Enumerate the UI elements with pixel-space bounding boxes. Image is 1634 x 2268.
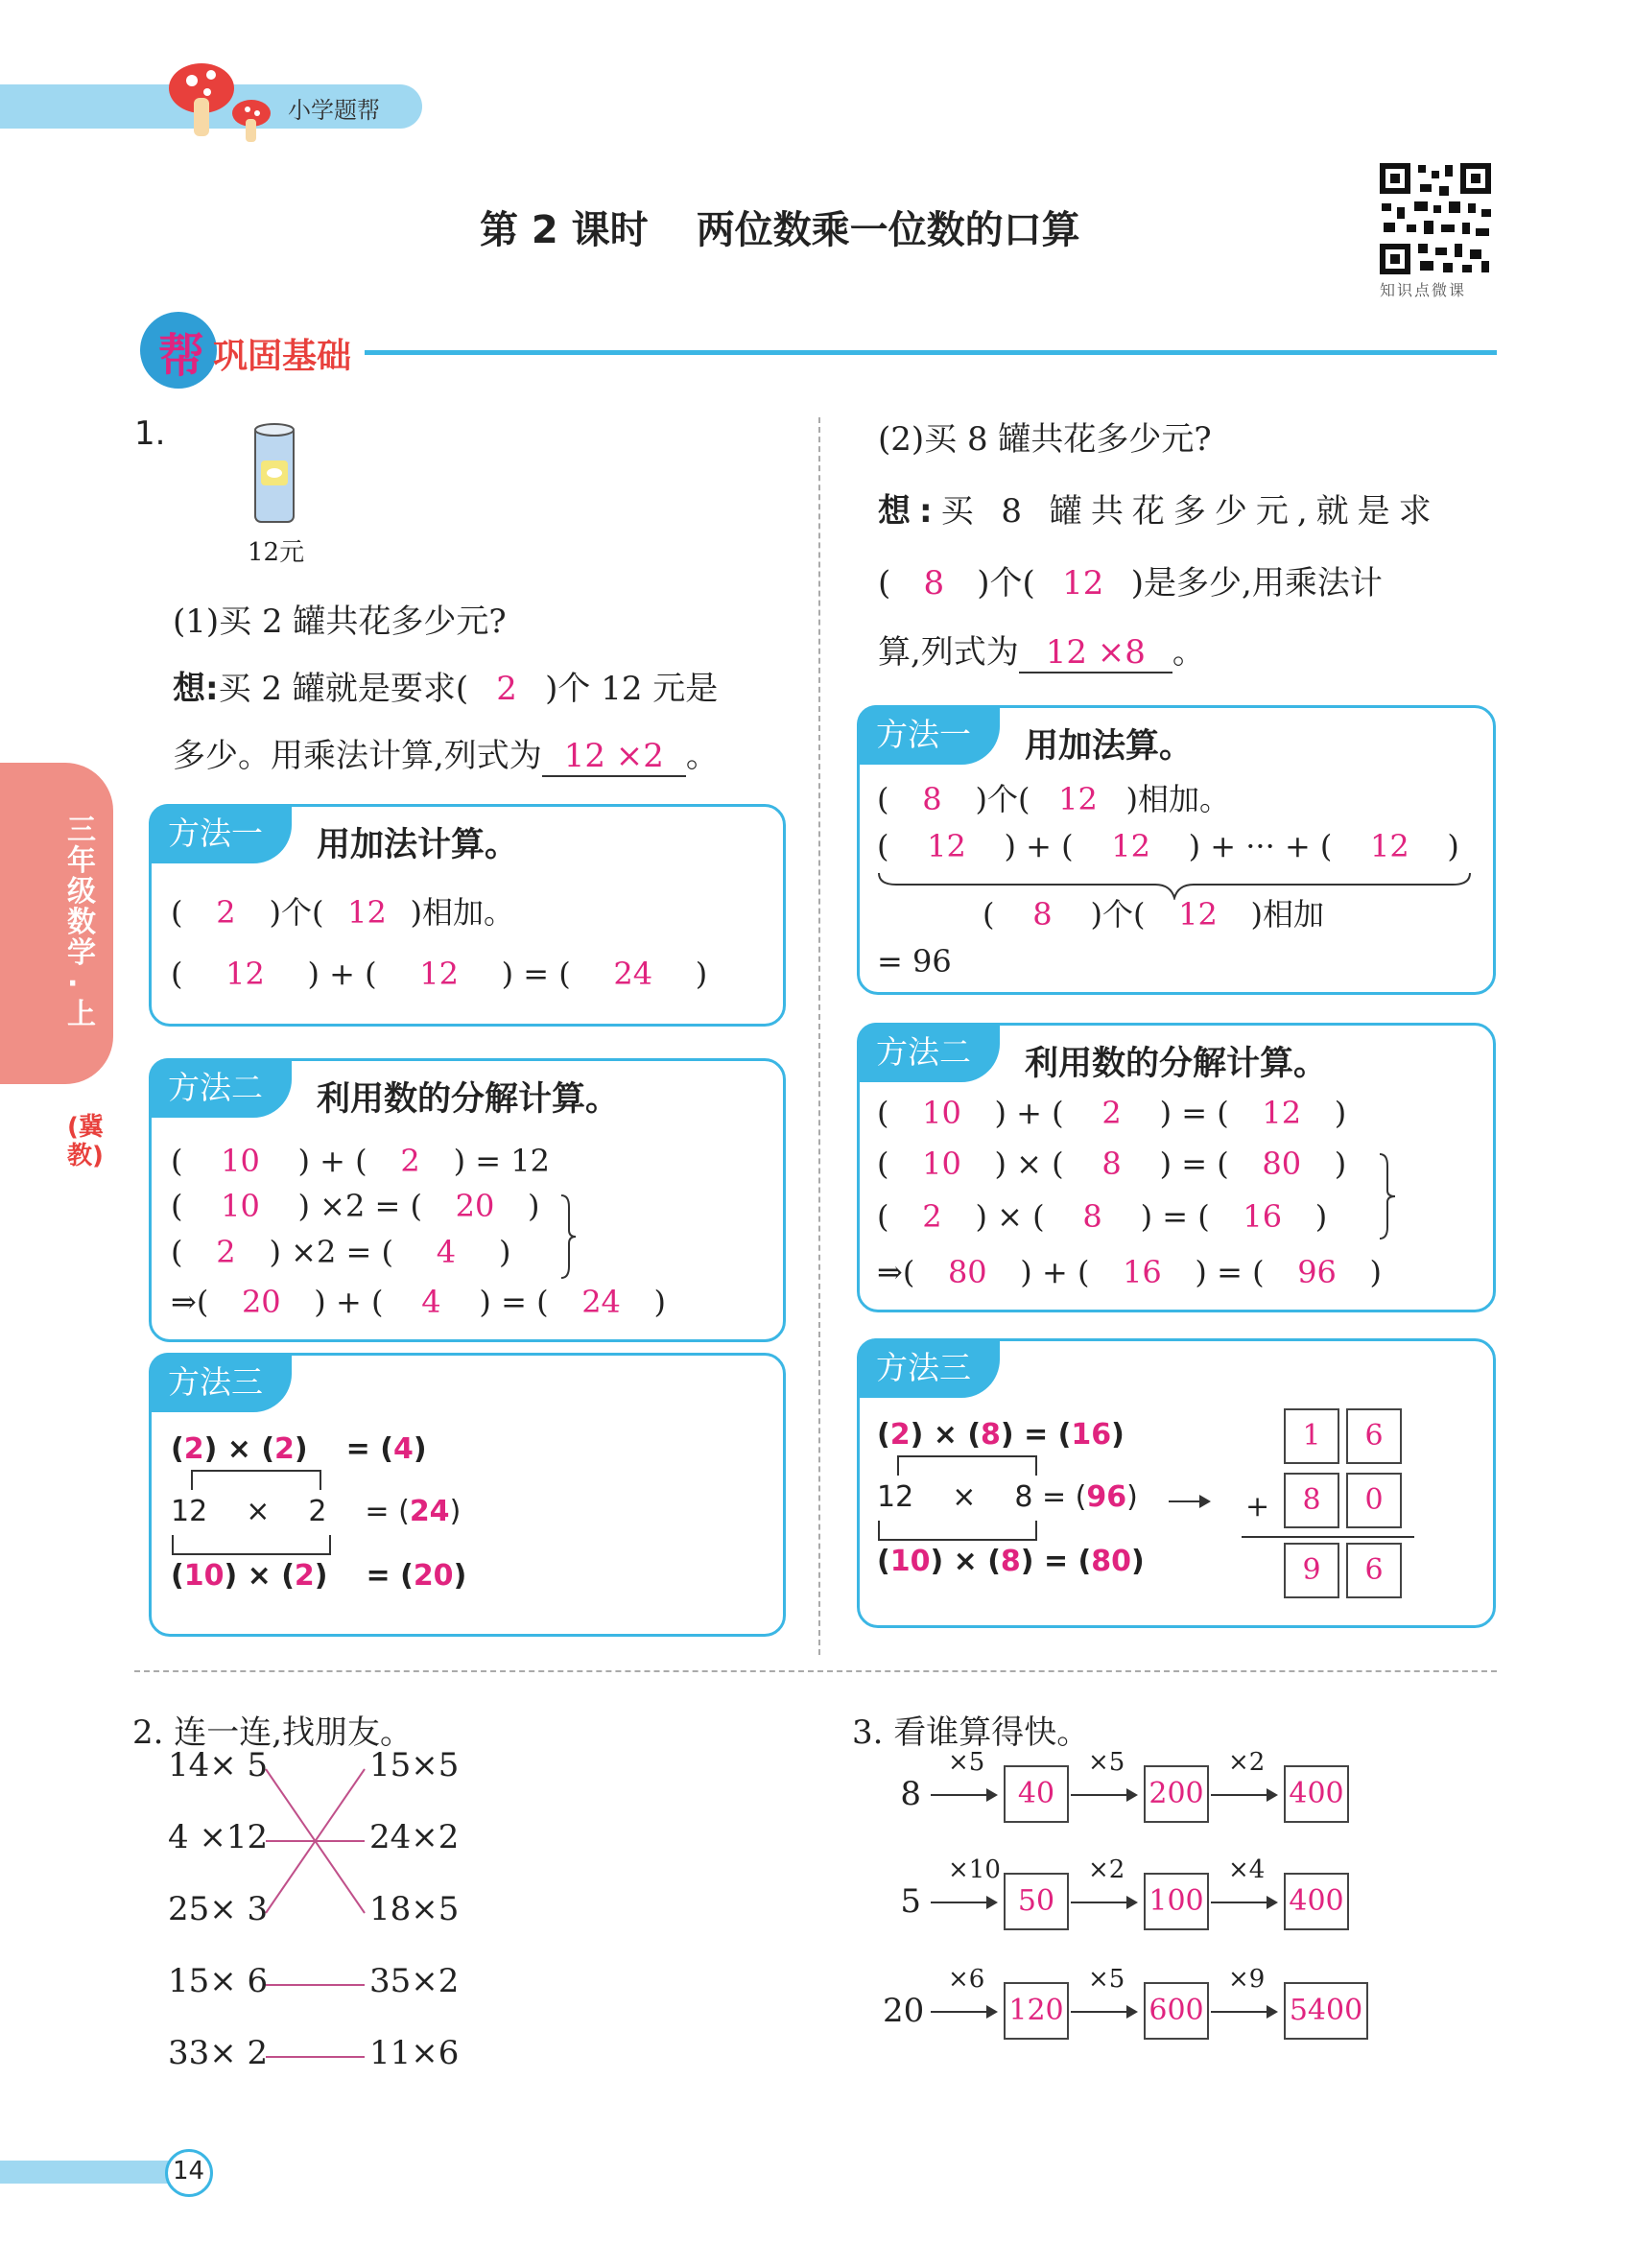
method1-box — [149, 804, 786, 1027]
m2-row1: ( 10 ) + ( 2 ) = 12 — [171, 1143, 550, 1179]
m2-r2b: 20 — [455, 1188, 495, 1224]
q2-right-item[interactable]: 35×2 — [369, 1962, 460, 2000]
m1-s1: 12 — [225, 956, 265, 992]
q3-arrow — [931, 2011, 996, 2013]
m1b-result: = 96 — [877, 943, 952, 980]
section-rule — [365, 350, 1497, 355]
m2b-r2a: 10 — [922, 1146, 961, 1182]
q3-op-label: ×4 — [1228, 1855, 1266, 1884]
m3b-row2: 12 × 8 = (96) — [877, 1480, 1138, 1514]
q3-result-box[interactable]: 100 — [1144, 1873, 1209, 1930]
m2-r4b: 4 — [421, 1284, 441, 1320]
m2b-row3: ( 2 ) × ( 8 ) = ( 16 ) — [877, 1198, 1328, 1235]
q3-result-box[interactable]: 50 — [1004, 1873, 1069, 1930]
q3-op-label: ×6 — [948, 1965, 985, 1994]
method3b-tag: 方法三 — [857, 1338, 1000, 1398]
q3-result-box[interactable]: 400 — [1284, 1765, 1349, 1823]
m2b-row4: ⇒( 80 ) + ( 16 ) = ( 96 ) — [877, 1254, 1383, 1290]
q1-number: 1. — [134, 414, 166, 453]
section-badge-label: 帮 — [158, 329, 205, 383]
q2-right-item[interactable]: 15×5 — [369, 1746, 460, 1784]
m3b-r2c: 96 — [1086, 1480, 1127, 1514]
m3-r2b: 2 — [308, 1495, 327, 1528]
m3-row3: (10) × (2) = (20) — [171, 1559, 467, 1593]
m3b-r2a: 12 — [877, 1480, 914, 1514]
p2-a2: 12 — [1062, 564, 1104, 602]
q3-start-number: 20 — [883, 1992, 925, 2030]
q1-part2-think-line2: ( 8 )个( 12 )是多少,用乘法计 — [878, 564, 1383, 602]
p2-end: 。 — [1172, 633, 1205, 672]
m1b-b2: 12 — [1178, 896, 1218, 933]
m3-r1b: 2 — [274, 1432, 295, 1466]
m1b-a1: 8 — [922, 781, 942, 817]
q2-left-item[interactable]: 4 ×12 — [168, 1818, 269, 1856]
m2b-r3a: 2 — [922, 1198, 942, 1235]
think2-label: 想: — [878, 492, 941, 531]
m2-r3a: 2 — [216, 1234, 236, 1270]
section-divider — [134, 1670, 1497, 1672]
q2-left-item[interactable]: 15× 6 — [168, 1962, 269, 2000]
q3-start-number: 5 — [900, 1882, 921, 1921]
m3-row1: (2) × (2) = (4) — [171, 1432, 427, 1466]
m2-r1c: = 12 — [475, 1143, 550, 1179]
method1-line1: ( 2 )个( 12 )相加。 — [171, 894, 514, 931]
m3b-bracket-top — [896, 1454, 1040, 1477]
method3-tag: 方法三 — [149, 1353, 292, 1412]
m3b-r1c: 16 — [1071, 1418, 1112, 1452]
m1-s2: 12 — [419, 956, 459, 992]
grid-cell: 6 — [1346, 1408, 1402, 1464]
grid-cell: 1 — [1284, 1408, 1339, 1464]
m2b-r3c: 16 — [1243, 1198, 1283, 1235]
method2-title: 利用数的分解计算。 — [317, 1080, 620, 1119]
q2-right-item[interactable]: 18×5 — [369, 1890, 460, 1928]
m1b-xj: )相加。 — [1125, 781, 1230, 817]
m3-r3b: 2 — [294, 1559, 315, 1593]
m2b-r3b: 8 — [1082, 1198, 1102, 1235]
m2-r1a: 10 — [221, 1143, 260, 1179]
method2b-box — [857, 1023, 1496, 1312]
m2b-brace — [1378, 1152, 1399, 1240]
grid-cell: 9 — [1284, 1543, 1339, 1598]
m3-r3c: 20 — [413, 1559, 454, 1593]
m3-bracket-top — [190, 1469, 324, 1492]
q3-arrow — [931, 1794, 996, 1796]
p2-a1: 8 — [923, 564, 945, 602]
answer-formula: 12 ×2 — [542, 737, 686, 777]
think-text-2: )个 12 元是 — [545, 670, 719, 708]
method2b-tag: 方法二 — [857, 1023, 1000, 1082]
q1-part1-question: (1)买 2 罐共花多少元? — [173, 602, 507, 641]
method1b-tag: 方法一 — [857, 705, 1000, 765]
column-divider — [818, 417, 820, 1655]
qr-code-icon — [1378, 161, 1493, 276]
q2-left-item[interactable]: 25× 3 — [168, 1890, 269, 1928]
m2b-r4b: 16 — [1123, 1254, 1162, 1290]
q3-op-label: ×5 — [1088, 1965, 1125, 1994]
method3b-box — [857, 1338, 1496, 1628]
m3b-row1: (2) × (8) = (16) — [877, 1418, 1125, 1452]
m1-s3: 24 — [613, 956, 653, 992]
think-label: 想: — [173, 670, 219, 708]
m3b-r2b: 8 — [1014, 1480, 1033, 1514]
m2b-r2c: 80 — [1262, 1146, 1302, 1182]
q1-part2-think-line1 — [878, 484, 1440, 532]
m2-r2a: 10 — [221, 1188, 260, 1224]
think2-text: 买 8 罐共花多少元,就是求 — [940, 492, 1440, 531]
q3-arrow — [1211, 1794, 1276, 1796]
grid-cell: 0 — [1346, 1473, 1402, 1528]
m3b-r3a: 10 — [889, 1545, 931, 1578]
page-number: 14 — [173, 2157, 205, 2185]
m2b-r1c: 12 — [1262, 1095, 1302, 1131]
m3b-bracket-bottom — [877, 1519, 1040, 1542]
section-title: 巩固基础 — [213, 337, 352, 376]
m1b-ge: )个( — [975, 781, 1030, 817]
grid-plus: + — [1245, 1490, 1270, 1524]
m1-xj: )相加。 — [410, 894, 514, 931]
q3-arrow — [1211, 2011, 1276, 2013]
p2-text4: 算,列式为 — [878, 633, 1019, 672]
m1b-s1: 12 — [927, 828, 966, 864]
q3-op-label: ×2 — [1228, 1748, 1266, 1777]
q2-title: 2. 连一连,找朋友。 — [132, 1713, 414, 1752]
m1b-s2: 12 — [1111, 828, 1150, 864]
q3-op-label: ×2 — [1088, 1855, 1125, 1884]
m1b-b1: 8 — [1032, 896, 1053, 933]
q1-part2-question: (2)买 8 罐共花多少元? — [878, 420, 1212, 459]
m1b-line1: ( 8 )个( 12 )相加。 — [877, 781, 1230, 817]
m2-brace — [559, 1193, 579, 1280]
grid-cell: 8 — [1284, 1473, 1339, 1528]
grid-cell: 6 — [1346, 1543, 1402, 1598]
brand-label: 小学题帮 — [288, 97, 380, 124]
q2-left-item[interactable]: 33× 2 — [168, 2034, 269, 2072]
m1b-s3: 12 — [1370, 828, 1409, 864]
m1b-bxj: )相加 — [1250, 896, 1324, 933]
q3-start-number: 8 — [900, 1775, 921, 1813]
m2-row2: ( 10 ) ×2 = ( 20 ) — [171, 1188, 540, 1224]
m2-row3: ( 2 ) ×2 = ( 4 ) — [171, 1234, 511, 1270]
m3-r3a: 10 — [183, 1559, 225, 1593]
q3-op-label: ×5 — [948, 1748, 985, 1777]
m1-a2: 12 — [347, 894, 387, 931]
q3-title: 3. 看谁算得快。 — [852, 1713, 1090, 1752]
m2b-row1: ( 10 ) + ( 2 ) = ( 12 ) — [877, 1095, 1347, 1131]
method2-box — [149, 1058, 786, 1342]
q2-right-item[interactable]: 11×6 — [369, 2034, 460, 2072]
q3-arrow — [1071, 2011, 1136, 2013]
side-tab-grade: 三年级数学·上 — [67, 814, 96, 1031]
q3-op-label: ×5 — [1088, 1748, 1125, 1777]
m2-r1b: 2 — [400, 1143, 420, 1179]
think-text-3: 多少。用乘法计算,列式为 — [173, 737, 542, 775]
m3-r2a: 12 — [171, 1495, 208, 1528]
m3-r1c: 4 — [392, 1432, 414, 1466]
m2-r4c: 24 — [581, 1284, 621, 1320]
m2-r4a: 20 — [241, 1284, 281, 1320]
page-title — [480, 200, 1080, 254]
m2b-r1b: 2 — [1101, 1095, 1122, 1131]
m1b-a2: 12 — [1058, 781, 1098, 817]
p2-text3: )是多少,用乘法计 — [1130, 564, 1383, 602]
m2b-r1a: 10 — [922, 1095, 961, 1131]
q3-arrow — [931, 1902, 996, 1903]
can-price: 12元 — [248, 538, 305, 567]
m1b-line3: ( 8 )个( 12 )相加 — [983, 896, 1324, 933]
grid-sum-line — [1242, 1536, 1414, 1538]
m1b-line2: ( 12 ) + ( 12 ) + ··· + ( 12 ) — [877, 828, 1459, 864]
q3-arrow — [1211, 1902, 1276, 1903]
q3-result-box[interactable]: 120 — [1004, 1982, 1069, 2040]
m3b-r1a: 2 — [889, 1418, 911, 1452]
can-icon — [251, 422, 297, 528]
m3b-arrow — [1169, 1500, 1209, 1502]
q1-part1-think-line1 — [173, 662, 718, 709]
method3-box — [149, 1353, 786, 1637]
q3-result-box[interactable]: 40 — [1004, 1765, 1069, 1823]
method1b-title: 用加法算。 — [1025, 727, 1194, 766]
q3-result-box[interactable]: 200 — [1144, 1765, 1209, 1823]
m2b-r4c: 96 — [1297, 1254, 1337, 1290]
m3b-r3c: 80 — [1091, 1545, 1131, 1578]
q3-result-box[interactable]: 5400 — [1284, 1982, 1368, 2040]
m2-r3b: 4 — [436, 1234, 457, 1270]
m3-row2: 12 × 2 = (24) — [171, 1495, 462, 1528]
m3-r2c: 24 — [409, 1495, 450, 1528]
think-end: 。 — [685, 737, 719, 775]
q3-arrow — [1071, 1794, 1136, 1796]
q3-chains — [883, 1748, 1382, 2082]
m2b-row2: ( 10 ) × ( 8 ) = ( 80 ) — [877, 1146, 1347, 1182]
q3-op-label: ×10 — [948, 1855, 1001, 1884]
method2-tag: 方法二 — [149, 1058, 292, 1118]
method1b-box — [857, 705, 1496, 995]
qr-caption: 知识点微课 — [1380, 281, 1467, 299]
q3-arrow — [1071, 1902, 1136, 1903]
method1-tag: 方法一 — [149, 804, 292, 863]
q1-part2-think-line3 — [878, 626, 1205, 673]
q1-part1-think-line2 — [173, 729, 719, 777]
method2b-title: 利用数的分解计算。 — [1025, 1045, 1328, 1083]
method1-title: 用加法计算。 — [317, 826, 519, 864]
lesson-number: 第 2 课时 — [480, 208, 649, 252]
m3-r1a: 2 — [183, 1432, 204, 1466]
m2b-r2b: 8 — [1101, 1146, 1122, 1182]
p2-ge: )个( — [977, 564, 1035, 602]
m3b-r1b: 8 — [981, 1418, 1001, 1452]
side-tab-edition: (冀教) — [67, 1113, 104, 1170]
p2-formula: 12 ×8 — [1019, 633, 1172, 673]
q2-matching — [168, 1746, 475, 2082]
m2b-r4a: 80 — [947, 1254, 987, 1290]
m3b-row3: (10) × (8) = (80) — [877, 1545, 1145, 1578]
q3-result-box[interactable]: 600 — [1144, 1982, 1209, 2040]
mushroom-icon — [163, 59, 278, 146]
m1-a1: 2 — [216, 894, 236, 931]
lesson-title: 两位数乘一位数的口算 — [696, 208, 1080, 252]
answer-count: 2 — [496, 670, 517, 708]
m1-ge: )个( — [269, 894, 324, 931]
m3-bracket-bottom — [171, 1533, 334, 1556]
q3-op-label: ×9 — [1228, 1965, 1266, 1994]
m1b-ge2: )个( — [1090, 896, 1146, 933]
q3-result-box[interactable]: 400 — [1284, 1873, 1349, 1930]
q2-right-item[interactable]: 24×2 — [369, 1818, 460, 1856]
think-text: 买 2 罐就是要求( — [218, 670, 469, 708]
m2-row4: ⇒( 20 ) + ( 4 ) = ( 24 ) — [171, 1284, 667, 1320]
q2-left-item[interactable]: 14× 5 — [168, 1746, 269, 1784]
m3b-r3b: 8 — [1000, 1545, 1021, 1578]
method1-line2: ( 12 ) + ( 12 ) = ( 24 ) — [171, 956, 708, 992]
